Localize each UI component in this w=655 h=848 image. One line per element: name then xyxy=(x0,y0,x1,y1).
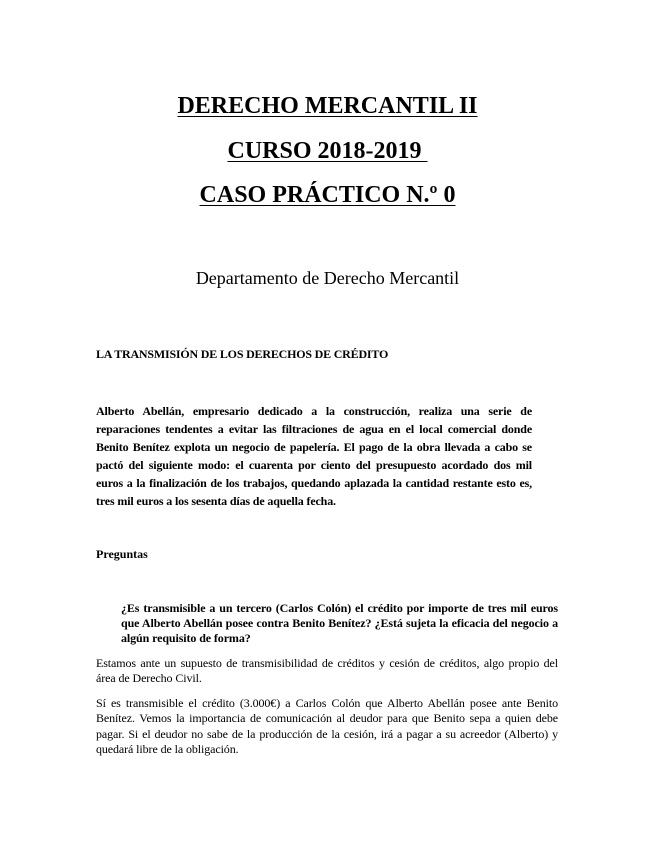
case-number-title: CASO PRÁCTICO N.º 0 xyxy=(199,182,456,208)
course-year: CURSO 2018-2019 xyxy=(227,138,428,164)
questions-label: Preguntas xyxy=(96,547,148,561)
department-name: Departamento de Derecho Mercantil xyxy=(195,268,460,288)
section-heading: LA TRANSMISIÓN DE LOS DERECHOS DE CRÉDITO xyxy=(96,347,389,361)
answer-paragraph-2: Sí es transmisible el crédito (3.000€) a Carlos Colón que Alberto Abellán posee ante Benito Benítez. Vemos la importancia de comunicación al deudor para que Benito sepa a quien debe pagar. Si el deudor no sabe de la producción de la cesión, irá a pagar a su acreedor (Alberto) y quedará libre de la obligación. xyxy=(96,696,558,757)
question-1: ¿Es transmisible a un tercero (Carlos Colón) el crédito por importe de tres mil euros que Alberto Abellán posee contra Benito Benítez? ¿Está sujeta la eficacia del negocio a algún requisito de forma? xyxy=(121,601,558,645)
answer-paragraph-1: Estamos ante un supuesto de transmisibilidad de créditos y cesión de créditos, algo propio del área de Derecho Civil. xyxy=(96,656,558,685)
case-statement: Alberto Abellán, empresario dedicado a la construcción, realiza una serie de reparaciones tendentes a evitar las filtraciones de agua en el local comercial donde Benito Benítez explota un negocio de papelería. El pago de la obra llevada a cabo se pactó del siguiente modo: el cuarenta por ciento del presupuesto acordado dos mil euros a la finalización de los trabajos, quedando aplazada la cantidad restante esto es, tres mil euros a los sesenta días de aquella fecha. xyxy=(96,404,532,509)
course-title: DERECHO MERCANTIL II xyxy=(177,93,478,119)
